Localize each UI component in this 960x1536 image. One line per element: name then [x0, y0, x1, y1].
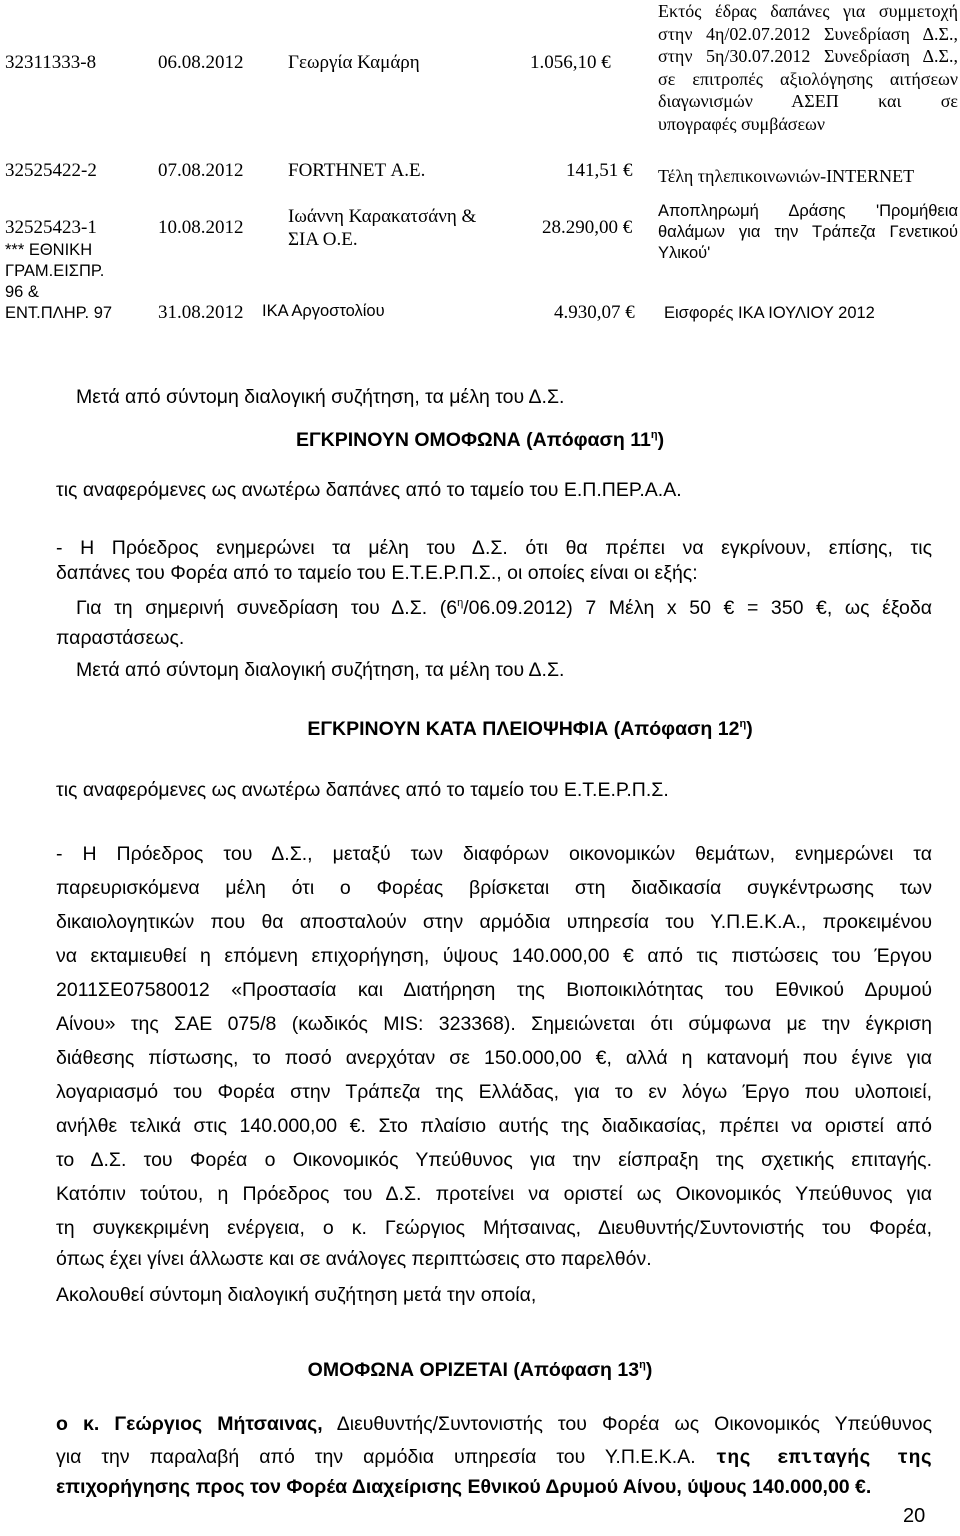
row2-description: Τέλη τηλεπικοινωνιών-INTERNET — [658, 166, 915, 186]
row1-description — [658, 0, 958, 135]
appointee-name: ο κ. Γεώργιος Μήτσαινας, — [56, 1413, 323, 1435]
approved-text-2: τις αναφερόμενες ως ανωτέρω δαπάνες από το ταμείο του Ε.Τ.Ε.Ρ.Π.Σ. — [56, 779, 669, 801]
session-expense-line — [76, 597, 932, 620]
paragraph-3-line: να εκταμιευθεί η επόμενη επιχορήγηση, ύψους 140.000,00 € από τις πιστώσεις του Έργου — [56, 945, 932, 967]
row4-name: ΙΚΑ Αργοστολίου — [262, 302, 385, 320]
row2-code: 32525422-2 — [5, 160, 97, 181]
row1-desc-line: υπογραφές συμβάσεων — [658, 113, 826, 134]
page-number: 20 — [903, 1505, 926, 1527]
row3-desc-line: θαλάμων για την Τράπεζα Γενετικού — [658, 223, 958, 241]
final-line-2-bold: της επιταγής της — [715, 1447, 932, 1469]
decision-13-heading — [0, 1359, 960, 1382]
approved-text-1: τις αναφερόμενες ως ανωτέρω δαπάνες από το ταμείο του Ε.Π.ΠΕΡ.Α.Α. — [56, 479, 682, 501]
row2-date: 07.08.2012 — [158, 160, 244, 181]
row2-amount: 141,51 € — [566, 160, 633, 181]
row4-code-line: ΕΝΤ.ΠΛΗΡ. 97 — [5, 304, 113, 322]
paragraph-3-line: παρευρισκόμενα μέλη ότι ο Φορέας βρίσκεται στη διαδικασία συγκέντρωσης των — [56, 877, 932, 899]
row4-code-line: ΓΡΑΜ.ΕΙΣΠΡ. — [5, 262, 105, 280]
decision-13-close: ) — [645, 1359, 653, 1381]
final-line-3: επιχορήγησης προς τον Φορέα Διαχείρισης Εθνικού Δρυμού Αίνου, ύψους 140.000,00 €. — [56, 1476, 872, 1498]
row1-desc-line: στην 4η/02.07.2012 Συνεδρίαση Δ.Σ., — [658, 23, 958, 44]
row3-name-line: ΣΙΑ Ο.Ε. — [288, 229, 358, 250]
paragraph-3-line: Αίνου» της ΣΑΕ 075/8 (κωδικός MIS: 323368). Σημειώνεται ότι σύμφωνα με την έγκριση — [56, 1013, 932, 1035]
final-line-2 — [56, 1443, 932, 1472]
row3-code: 32525423-1 — [5, 217, 97, 238]
row3-description — [658, 201, 958, 264]
row3-desc-line: Αποπληρωμή Δράσης 'Προμήθεια — [658, 202, 958, 220]
decision-13-text: ΟΜΟΦΩΝΑ ΟΡΙΖΕΤΑΙ (Απόφαση 13 — [307, 1359, 640, 1381]
after-discussion-text: Ακολουθεί σύντομη διαλογική συζήτηση μετά την οποία, — [56, 1284, 537, 1306]
decision-11-heading — [0, 429, 960, 452]
row4-amount: 4.930,07 € — [554, 302, 635, 323]
row1-date: 06.08.2012 — [158, 52, 244, 73]
row1-code: 32311333-8 — [5, 52, 97, 73]
paragraph-2-line: δαπάνες του Φορέα από το ταμείο του Ε.Τ.Ε.Ρ.Π.Σ., οι οποίες είναι οι εξής: — [56, 562, 698, 584]
session-expense-pre: Για τη σημερινή συνεδρίαση του Δ.Σ. (6 — [76, 597, 458, 619]
paragraph-2-line: παραστάσεως. — [56, 627, 185, 649]
decision-11-sup: η — [650, 429, 658, 441]
final-line-2-text: για την παραλαβή από την αρμόδια υπηρεσία του Υ.Π.Ε.Κ.Α. — [56, 1446, 716, 1468]
decision-11-close: ) — [657, 429, 665, 451]
row3-amount: 28.290,00 € — [542, 217, 633, 238]
decision-13-sup: η — [639, 1359, 646, 1371]
decision-12-text: ΕΓΚΡΙΝΟΥΝ ΚΑΤΑ ΠΛΕΙΟΨΗΦΙΑ (Απόφαση 12 — [307, 718, 740, 740]
session-expense-post: /06.09.2012) 7 Μέλη x 50 € = 350 €, ως έξοδα — [463, 597, 932, 619]
row4-code-line: 96 & — [5, 283, 39, 301]
paragraph-3-line: διάθεσης πίστωσης, το ποσό ανερχόταν σε 150.000,00 €, αλλά η κατανομή που έγινε για — [56, 1047, 932, 1069]
row3-name-line: Ιωάννη Καρακατσάνη & — [288, 206, 477, 227]
decision-12-sup: η — [739, 718, 747, 730]
row1-amount: 1.056,10 € — [530, 52, 611, 73]
row1-desc-line: διαγωνισμών ΑΣΕΠ και σε — [658, 91, 958, 111]
paragraph-3-line: Κατόπιν τούτου, η Πρόεδρος του Δ.Σ. προτείνει να οριστεί ως Οικονομικός Υπεύθυνος για — [56, 1183, 932, 1205]
paragraph-3-line: 2011ΣΕ07580012 «Προστασία και Διατήρηση της Βιοποικιλότητας του Εθνικού Δρυμού — [56, 979, 932, 1001]
row2-name: FORTHNET Α.Ε. — [288, 160, 426, 181]
final-line-1 — [56, 1410, 932, 1438]
row4-description: Εισφορές ΙΚΑ ΙΟΥΛΙΟΥ 2012 — [664, 304, 875, 322]
session-expense-sup: η — [457, 597, 464, 609]
row4-code-line: *** ΕΘΝΙΚΗ — [5, 241, 93, 259]
paragraph-3-line: λογαριασμό του Φορέα στην Τράπεζα της Ελλάδας, για το εν λόγω Έργο που υλοποιεί, — [56, 1081, 932, 1103]
row3-name — [288, 205, 476, 251]
row3-date: 10.08.2012 — [158, 217, 244, 238]
row1-desc-line: στην 5η/30.07.2012 Συνεδρίαση Δ.Σ., — [658, 46, 958, 66]
paragraph-2-line: - Η Πρόεδρος ενημερώνει τα μέλη του Δ.Σ. ότι θα πρέπει να εγκρίνουν, επίσης, τις — [56, 537, 932, 559]
paragraph-3-line: το Δ.Σ. του Φορέα ο Οικονομικός Υπεύθυνος για την είσπραξη της σχετικής επιταγής. — [56, 1149, 932, 1171]
paragraph-3-line: ανήλθε τελικά στις 140.000,00 €. Στο πλαίσιο αυτής της διαδικασίας, πρέπει να οριστεί από — [56, 1115, 932, 1137]
row3-desc-line: Υλικού' — [658, 244, 711, 262]
decision-12-close: ) — [746, 718, 753, 740]
intro-text-1: Μετά από σύντομη διαλογική συζήτηση, τα μέλη του Δ.Σ. — [76, 386, 565, 408]
decision-11-text: ΕΓΚΡΙΝΟΥΝ ΟΜΟΦΩΝΑ (Απόφαση 11 — [295, 429, 651, 451]
row1-name: Γεωργία Καμάρη — [288, 52, 420, 73]
row1-desc-line: σε επιτροπές αξιολόγησης αιτήσεων — [658, 68, 958, 89]
intro-text-2: Μετά από σύντομη διαλογική συζήτηση, τα μέλη του Δ.Σ. — [76, 659, 565, 681]
appointee-role: Διευθυντής/Συντονιστής του Φορέα ως Οικονομικός Υπεύθυνος — [322, 1413, 932, 1435]
row4-code — [5, 240, 112, 324]
paragraph-3-line: - Η Πρόεδρος του Δ.Σ., μεταξύ των διαφόρων οικονομικών θεμάτων, ενημερώνει τα — [56, 843, 932, 865]
paragraph-3-line: όπως έχει γίνει άλλωστε και σε ανάλογες περιπτώσεις στο παρελθόν. — [56, 1248, 652, 1270]
paragraph-3-line: τη συγκεκριμένη ενέργεια, ο κ. Γεώργιος Μήτσαινας, Διευθυντής/Συντονιστής του Φορέα, — [56, 1217, 932, 1239]
decision-12-heading — [0, 718, 960, 741]
paragraph-3-line: δικαιολογητικών που θα αποσταλούν στην αρμόδια υπηρεσία του Υ.Π.Ε.Κ.Α., προκειμένου — [56, 911, 932, 933]
row4-date: 31.08.2012 — [158, 302, 244, 323]
row1-desc-line: Εκτός έδρας δαπάνες για συμμετοχή — [658, 1, 958, 21]
